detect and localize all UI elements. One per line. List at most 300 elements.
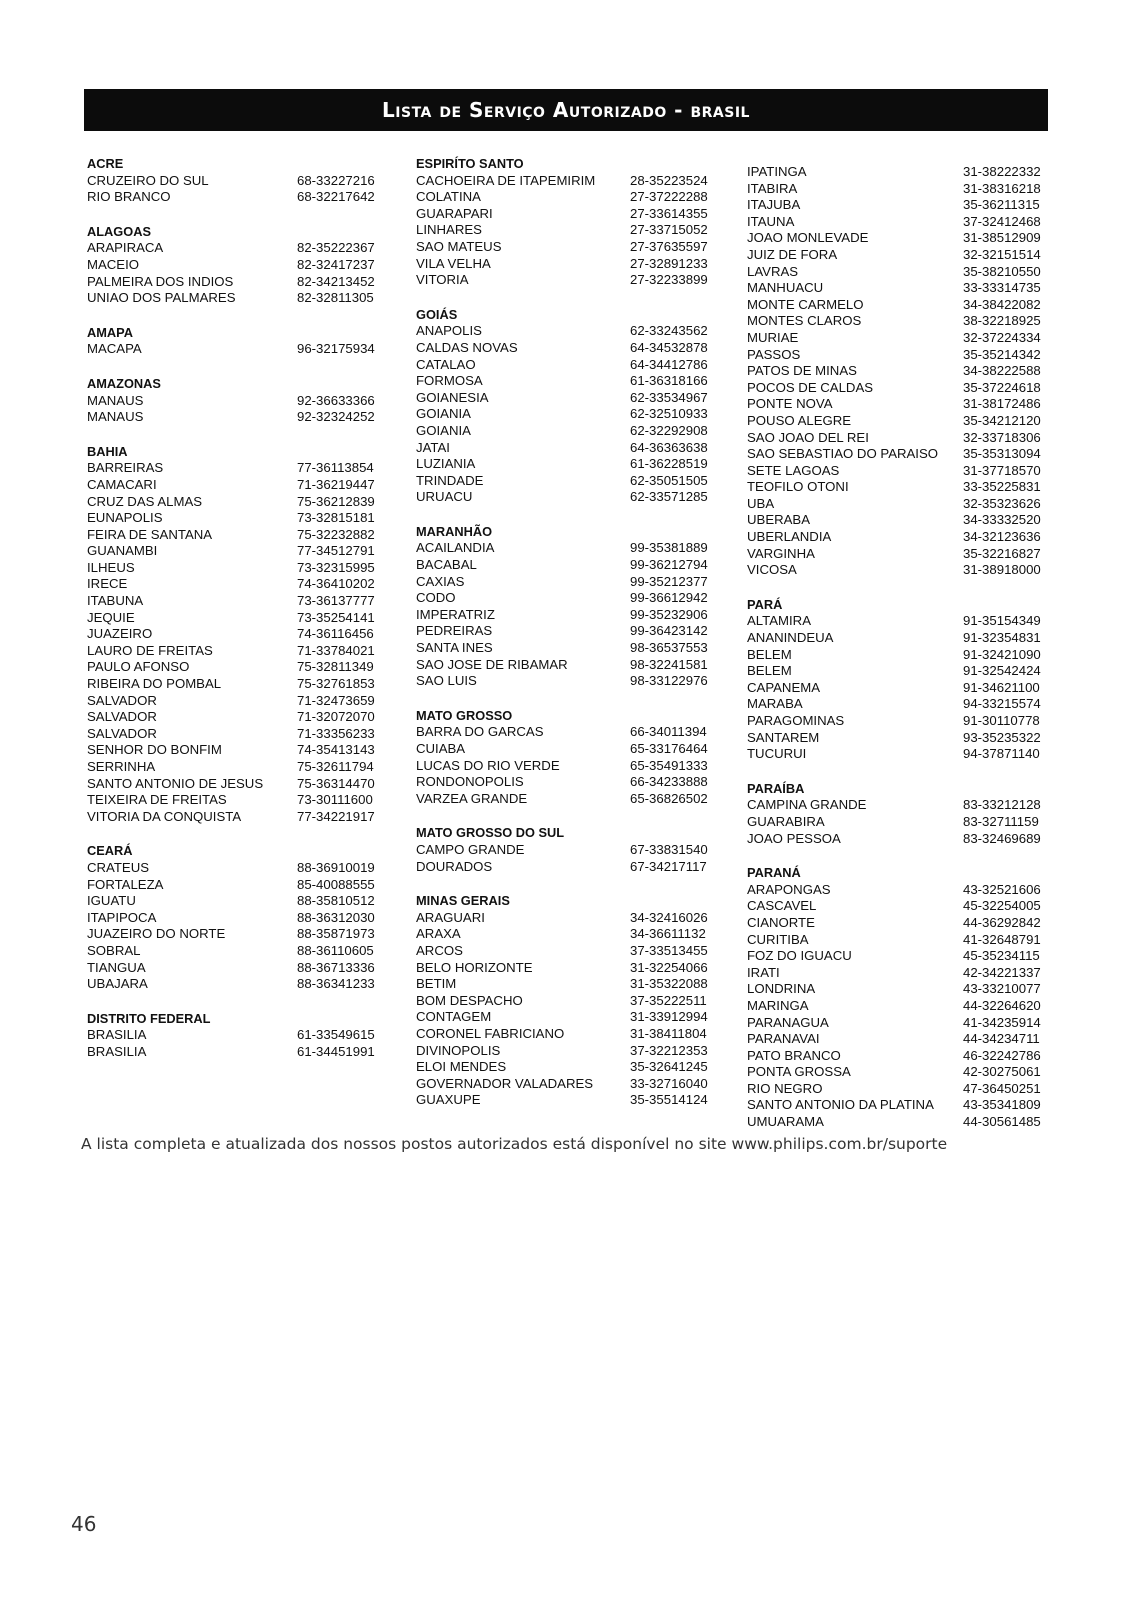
state-name: AMAPA — [87, 324, 133, 340]
city-name: ELOI MENDES — [416, 1059, 507, 1075]
city-name: RONDONOPOLIS — [416, 774, 524, 790]
phone-number: 82-32811305 — [297, 290, 374, 306]
city-name: ALTAMIRA — [747, 613, 811, 629]
list-item — [87, 759, 377, 776]
city-name: SAO JOAO DEL REI — [747, 429, 869, 445]
phone-number: 71-32473659 — [297, 692, 375, 708]
city-name: SALVADOR — [87, 692, 157, 708]
state-block — [416, 893, 710, 1109]
phone-number: 33-35225831 — [963, 479, 1041, 495]
list-item — [416, 926, 710, 943]
phone-number: 68-33227216 — [297, 172, 375, 188]
list-item — [747, 1064, 1043, 1081]
city-name: JUAZEIRO — [87, 626, 153, 642]
list-item — [747, 546, 1043, 563]
list-item — [416, 489, 710, 506]
city-name: TEOFILO OTONI — [747, 479, 849, 495]
phone-number: 88-36110605 — [297, 942, 374, 958]
list-item — [87, 860, 377, 877]
list-item — [416, 206, 710, 223]
list-item — [747, 1031, 1043, 1048]
state-block — [87, 1011, 377, 1061]
state-name: MINAS GERAIS — [416, 893, 510, 909]
list-item — [87, 742, 377, 759]
list-item — [747, 1081, 1043, 1098]
phone-number: 27-33614355 — [630, 205, 708, 221]
phone-number: 75-32611794 — [297, 759, 374, 774]
list-item — [747, 713, 1043, 730]
phone-number: 75-32761853 — [297, 676, 375, 692]
city-name: JUIZ DE FORA — [747, 246, 838, 262]
list-item — [747, 882, 1043, 899]
phone-number: 33-33314735 — [963, 280, 1041, 296]
list-item — [416, 272, 710, 289]
phone-number: 62-32510933 — [630, 406, 708, 422]
city-name: UBAJARA — [87, 976, 148, 992]
city-name: POCOS DE CALDAS — [747, 379, 874, 395]
list-item — [747, 814, 1043, 831]
list-item — [87, 409, 377, 426]
phone-number: 31-38918000 — [963, 562, 1041, 578]
city-name: CRUZ DAS ALMAS — [87, 493, 203, 509]
phone-number: 61-36318166 — [630, 373, 708, 389]
state-block — [87, 224, 377, 307]
city-name: PATOS DE MINAS — [747, 363, 857, 379]
list-item — [416, 1026, 710, 1043]
list-item — [87, 643, 377, 660]
list-item — [747, 181, 1043, 198]
city-name: IRATI — [747, 964, 780, 980]
phone-number: 27-32233899 — [630, 272, 708, 288]
phone-number: 88-36713336 — [297, 959, 375, 975]
directory-column-2 — [416, 152, 710, 1127]
list-item — [747, 948, 1043, 965]
list-item — [87, 926, 377, 943]
list-item — [87, 393, 377, 410]
city-name: GUAXUPE — [416, 1092, 481, 1108]
list-item — [416, 640, 710, 657]
phone-number: 42-34221337 — [963, 964, 1041, 980]
list-item — [747, 230, 1043, 247]
city-name: SETE LAGOAS — [747, 462, 840, 478]
phone-number: 61-36228519 — [630, 456, 708, 472]
list-item — [747, 463, 1043, 480]
list-item — [416, 960, 710, 977]
city-name: DOURADOS — [416, 858, 493, 874]
city-name: JOAO PESSOA — [747, 830, 841, 846]
city-name: CAMACARI — [87, 476, 157, 492]
phone-number: 99-36423142 — [630, 623, 708, 639]
list-item — [87, 460, 377, 477]
phone-number: 34-36611132 — [630, 926, 706, 942]
list-item — [87, 960, 377, 977]
phone-number: 28-35223524 — [630, 172, 708, 188]
city-name: BELO HORIZONTE — [416, 959, 533, 975]
city-name: TIANGUA — [87, 959, 146, 975]
city-name: IRECE — [87, 576, 128, 592]
state-name: BAHIA — [87, 443, 128, 459]
page-number: 46 — [71, 1512, 97, 1536]
city-name: CRATEUS — [87, 859, 150, 875]
phone-number: 44-34234711 — [963, 1031, 1040, 1047]
phone-number: 66-34233888 — [630, 774, 708, 790]
directory-column-1 — [87, 152, 377, 1079]
list-item — [87, 659, 377, 676]
state-block — [747, 865, 1043, 1131]
phone-number: 31-38172486 — [963, 396, 1041, 412]
list-item — [747, 430, 1043, 447]
list-item — [416, 976, 710, 993]
city-name: CAMPINA GRANDE — [747, 797, 867, 813]
phone-number: 31-38222332 — [963, 164, 1041, 179]
list-item — [416, 910, 710, 927]
phone-number: 64-34412786 — [630, 356, 708, 372]
phone-number: 75-32811349 — [297, 659, 374, 675]
city-name: RIO NEGRO — [747, 1080, 823, 1096]
list-item — [416, 1043, 710, 1060]
phone-number: 32-32151514 — [963, 246, 1041, 262]
city-name: SERRINHA — [87, 759, 156, 774]
phone-number: 27-37222288 — [630, 189, 708, 205]
phone-number: 98-32241581 — [630, 656, 708, 672]
city-name: SAO LUIS — [416, 673, 477, 689]
list-item — [747, 1114, 1043, 1131]
state-block — [416, 825, 710, 875]
phone-number: 34-32416026 — [630, 909, 708, 925]
state-block — [747, 164, 1043, 579]
phone-number: 71-32072070 — [297, 709, 375, 725]
phone-number: 46-32242786 — [963, 1047, 1041, 1063]
list-item — [747, 680, 1043, 697]
phone-number: 65-36826502 — [630, 790, 708, 806]
state-name: GOIÁS — [416, 306, 458, 322]
phone-number: 62-33534967 — [630, 389, 708, 405]
list-item — [747, 998, 1043, 1015]
city-name: BELEM — [747, 646, 792, 662]
city-name: BETIM — [416, 976, 457, 992]
city-name: SANTO ANTONIO DE JESUS — [87, 775, 264, 791]
city-name: CURITIBA — [747, 931, 809, 947]
list-item — [87, 726, 377, 743]
city-name: BELEM — [747, 663, 792, 679]
phone-number: 34-33332520 — [963, 512, 1041, 528]
list-item — [416, 791, 710, 808]
phone-number: 73-35254141 — [297, 609, 375, 625]
phone-number: 37-35222511 — [630, 992, 707, 1008]
list-item — [747, 965, 1043, 982]
city-name: ANAPOLIS — [416, 323, 482, 339]
list-item — [747, 380, 1043, 397]
phone-number: 34-38422082 — [963, 296, 1041, 312]
list-item — [747, 164, 1043, 181]
phone-number: 91-32421090 — [963, 646, 1041, 662]
phone-number: 62-33571285 — [630, 489, 708, 505]
phone-number: 32-35323626 — [963, 495, 1041, 511]
list-item — [87, 240, 377, 257]
state-block — [416, 708, 710, 808]
list-item — [747, 630, 1043, 647]
phone-number: 99-35381889 — [630, 540, 708, 556]
city-name: FOZ DO IGUACU — [747, 948, 852, 964]
list-item — [87, 173, 377, 190]
list-item — [416, 473, 710, 490]
city-name: JUAZEIRO DO NORTE — [87, 926, 226, 942]
city-name: POUSO ALEGRE — [747, 412, 852, 428]
list-item — [747, 915, 1043, 932]
state-block — [87, 444, 377, 826]
list-item — [416, 673, 710, 690]
phone-number: 83-32711159 — [963, 813, 1039, 829]
list-item — [747, 313, 1043, 330]
list-item — [87, 877, 377, 894]
phone-number: 35-35514124 — [630, 1092, 708, 1108]
list-item — [747, 413, 1043, 430]
list-item — [747, 898, 1043, 915]
list-item — [416, 657, 710, 674]
list-item — [87, 792, 377, 809]
phone-number: 65-35491333 — [630, 757, 708, 773]
phone-number: 32-33718306 — [963, 429, 1041, 445]
list-item — [87, 576, 377, 593]
city-name: ILHEUS — [87, 559, 135, 575]
phone-number: 74-35413143 — [297, 742, 375, 758]
city-name: JOAO MONLEVADE — [747, 230, 869, 246]
city-name: SOBRAL — [87, 942, 141, 958]
phone-number: 92-32324252 — [297, 409, 375, 425]
list-item — [87, 510, 377, 527]
phone-number: 73-30111600 — [297, 792, 373, 808]
city-name: CAPANEMA — [747, 679, 821, 695]
phone-number: 73-32315995 — [297, 559, 375, 575]
city-name: IGUATU — [87, 893, 136, 909]
city-name: BRASILIA — [87, 1043, 147, 1059]
city-name: COLATINA — [416, 189, 481, 205]
city-name: BRASILIA — [87, 1027, 147, 1043]
phone-number: 77-36113854 — [297, 460, 374, 476]
city-name: CIANORTE — [747, 914, 815, 930]
list-item — [87, 274, 377, 291]
city-name: VILA VELHA — [416, 255, 491, 271]
city-name: TUCURUI — [747, 746, 807, 762]
phone-number: 35-32216827 — [963, 545, 1041, 561]
phone-number: 75-32232882 — [297, 526, 375, 542]
phone-number: 77-34512791 — [297, 543, 375, 559]
directory-column-3 — [747, 152, 1043, 1149]
state-name: MATO GROSSO — [416, 707, 513, 723]
list-item — [747, 663, 1043, 680]
city-name: SALVADOR — [87, 709, 157, 725]
list-item — [416, 173, 710, 190]
city-name: CUIABA — [416, 741, 466, 756]
city-name: ARAXA — [416, 926, 461, 942]
city-name: PONTA GROSSA — [747, 1064, 851, 1080]
list-item — [747, 264, 1043, 281]
phone-number: 35-36211315 — [963, 197, 1040, 213]
phone-number: 65-33176464 — [630, 741, 708, 756]
city-name: MACEIO — [87, 256, 140, 272]
phone-number: 34-32123636 — [963, 529, 1041, 545]
list-item — [747, 280, 1043, 297]
city-name: GUARAPARI — [416, 205, 493, 221]
list-item — [87, 527, 377, 544]
phone-number: 61-34451991 — [297, 1043, 375, 1059]
city-name: MANAUS — [87, 409, 144, 425]
state-block — [416, 524, 710, 690]
list-item — [416, 774, 710, 791]
list-item — [416, 540, 710, 557]
phone-number: 88-35810512 — [297, 893, 375, 909]
list-item — [747, 214, 1043, 231]
city-name: MACAPA — [87, 341, 142, 357]
city-name: VARZEA GRANDE — [416, 790, 528, 806]
state-name: PARAÍBA — [747, 780, 805, 796]
city-name: UNIAO DOS PALMARES — [87, 290, 236, 306]
phone-number: 31-38316218 — [963, 180, 1041, 196]
city-name: UBERLANDIA — [747, 529, 832, 545]
phone-number: 43-33210077 — [963, 981, 1041, 997]
city-name: CAMPO GRANDE — [416, 841, 525, 857]
list-item — [416, 340, 710, 357]
phone-number: 88-36910019 — [297, 859, 375, 875]
phone-number: 92-36633366 — [297, 392, 375, 408]
state-block — [747, 597, 1043, 763]
list-item — [87, 709, 377, 726]
list-item — [87, 543, 377, 560]
phone-number: 67-33831540 — [630, 841, 708, 857]
city-name: GUARABIRA — [747, 813, 825, 829]
list-item — [747, 647, 1043, 664]
phone-number: 37-32212353 — [630, 1042, 708, 1058]
list-item — [747, 396, 1043, 413]
city-name: SANTAREM — [747, 729, 820, 745]
phone-number: 43-35341809 — [963, 1097, 1041, 1113]
phone-number: 44-36292842 — [963, 914, 1041, 930]
list-item — [87, 893, 377, 910]
city-name: DIVINOPOLIS — [416, 1042, 501, 1058]
city-name: RIO BRANCO — [87, 189, 171, 205]
list-item — [747, 746, 1043, 763]
list-item — [416, 557, 710, 574]
city-name: CONTAGEM — [416, 1009, 492, 1025]
phone-number: 73-36137777 — [297, 593, 375, 609]
list-item — [416, 239, 710, 256]
list-item — [87, 560, 377, 577]
list-item — [416, 724, 710, 741]
phone-number: 68-32217642 — [297, 189, 375, 205]
phone-number: 82-35222367 — [297, 240, 375, 256]
city-name: CODO — [416, 590, 456, 606]
phone-number: 96-32175934 — [297, 341, 375, 357]
phone-number: 38-32218925 — [963, 313, 1041, 329]
phone-number: 35-34212120 — [963, 412, 1041, 428]
phone-number: 27-33715052 — [630, 222, 708, 238]
city-name: CATALAO — [416, 356, 476, 372]
list-item — [747, 446, 1043, 463]
city-name: GUANAMBI — [87, 543, 158, 559]
list-item — [747, 1097, 1043, 1114]
phone-number: 71-33356233 — [297, 725, 375, 741]
city-name: GOIANESIA — [416, 389, 489, 405]
phone-number: 35-32641245 — [630, 1059, 708, 1075]
phone-number: 94-33215574 — [963, 696, 1041, 712]
state-name: DISTRITO FEDERAL — [87, 1010, 211, 1026]
list-item — [416, 323, 710, 340]
list-item — [87, 341, 377, 358]
city-name: ARCOS — [416, 942, 463, 958]
list-item — [87, 593, 377, 610]
city-name: VICOSA — [747, 562, 797, 578]
city-name: PONTE NOVA — [747, 396, 833, 412]
phone-number: 44-30561485 — [963, 1114, 1041, 1130]
phone-number: 77-34221917 — [297, 808, 375, 824]
list-item — [87, 290, 377, 307]
city-name: SANTO ANTONIO DA PLATINA — [747, 1097, 934, 1113]
city-name: SANTA INES — [416, 640, 493, 656]
phone-number: 32-37224334 — [963, 329, 1041, 345]
list-item — [87, 477, 377, 494]
city-name: MANAUS — [87, 392, 144, 408]
phone-number: 73-32815181 — [297, 510, 375, 526]
city-name: SAO SEBASTIAO DO PARAISO — [747, 446, 939, 462]
state-name: ACRE — [87, 156, 124, 171]
phone-number: 45-35234115 — [963, 948, 1040, 964]
city-name: CRUZEIRO DO SUL — [87, 172, 209, 188]
state-name: CEARÁ — [87, 843, 133, 859]
phone-number: 43-32521606 — [963, 881, 1041, 897]
phone-number: 91-34621100 — [963, 679, 1040, 695]
list-item — [87, 626, 377, 643]
city-name: CACHOEIRA DE ITAPEMIRIM — [416, 172, 596, 188]
phone-number: 91-35154349 — [963, 613, 1041, 629]
phone-number: 31-37718570 — [963, 462, 1041, 478]
city-name: ITAJUBA — [747, 197, 801, 213]
city-name: FORTALEZA — [87, 876, 164, 892]
list-item — [416, 590, 710, 607]
city-name: PEDREIRAS — [416, 623, 493, 639]
list-item — [416, 623, 710, 640]
list-item — [416, 440, 710, 457]
list-item — [416, 842, 710, 859]
list-item — [747, 363, 1043, 380]
city-name: ITAPIPOCA — [87, 909, 157, 925]
list-item — [87, 610, 377, 627]
list-item — [747, 932, 1043, 949]
city-name: PARANAVAI — [747, 1031, 820, 1047]
city-name: IPATINGA — [747, 164, 807, 179]
list-item — [747, 613, 1043, 630]
list-item — [747, 981, 1043, 998]
city-name: PARAGOMINAS — [747, 713, 845, 728]
list-item — [747, 562, 1043, 579]
city-name: GOIANIA — [416, 422, 471, 438]
state-block — [87, 843, 377, 992]
city-name: LUZIANIA — [416, 456, 476, 472]
city-name: ARAPIRACA — [87, 240, 164, 256]
list-item — [747, 529, 1043, 546]
phone-number: 64-36363638 — [630, 439, 708, 455]
list-item — [747, 330, 1043, 347]
list-item — [747, 1048, 1043, 1065]
city-name: LONDRINA — [747, 981, 816, 997]
city-name: ITAUNA — [747, 213, 795, 229]
list-item — [747, 479, 1043, 496]
state-block — [416, 307, 710, 506]
city-name: SENHOR DO BONFIM — [87, 742, 222, 758]
phone-number: 27-37635597 — [630, 238, 708, 254]
phone-number: 62-35051505 — [630, 472, 708, 488]
city-name: CALDAS NOVAS — [416, 339, 518, 355]
list-item — [87, 809, 377, 826]
